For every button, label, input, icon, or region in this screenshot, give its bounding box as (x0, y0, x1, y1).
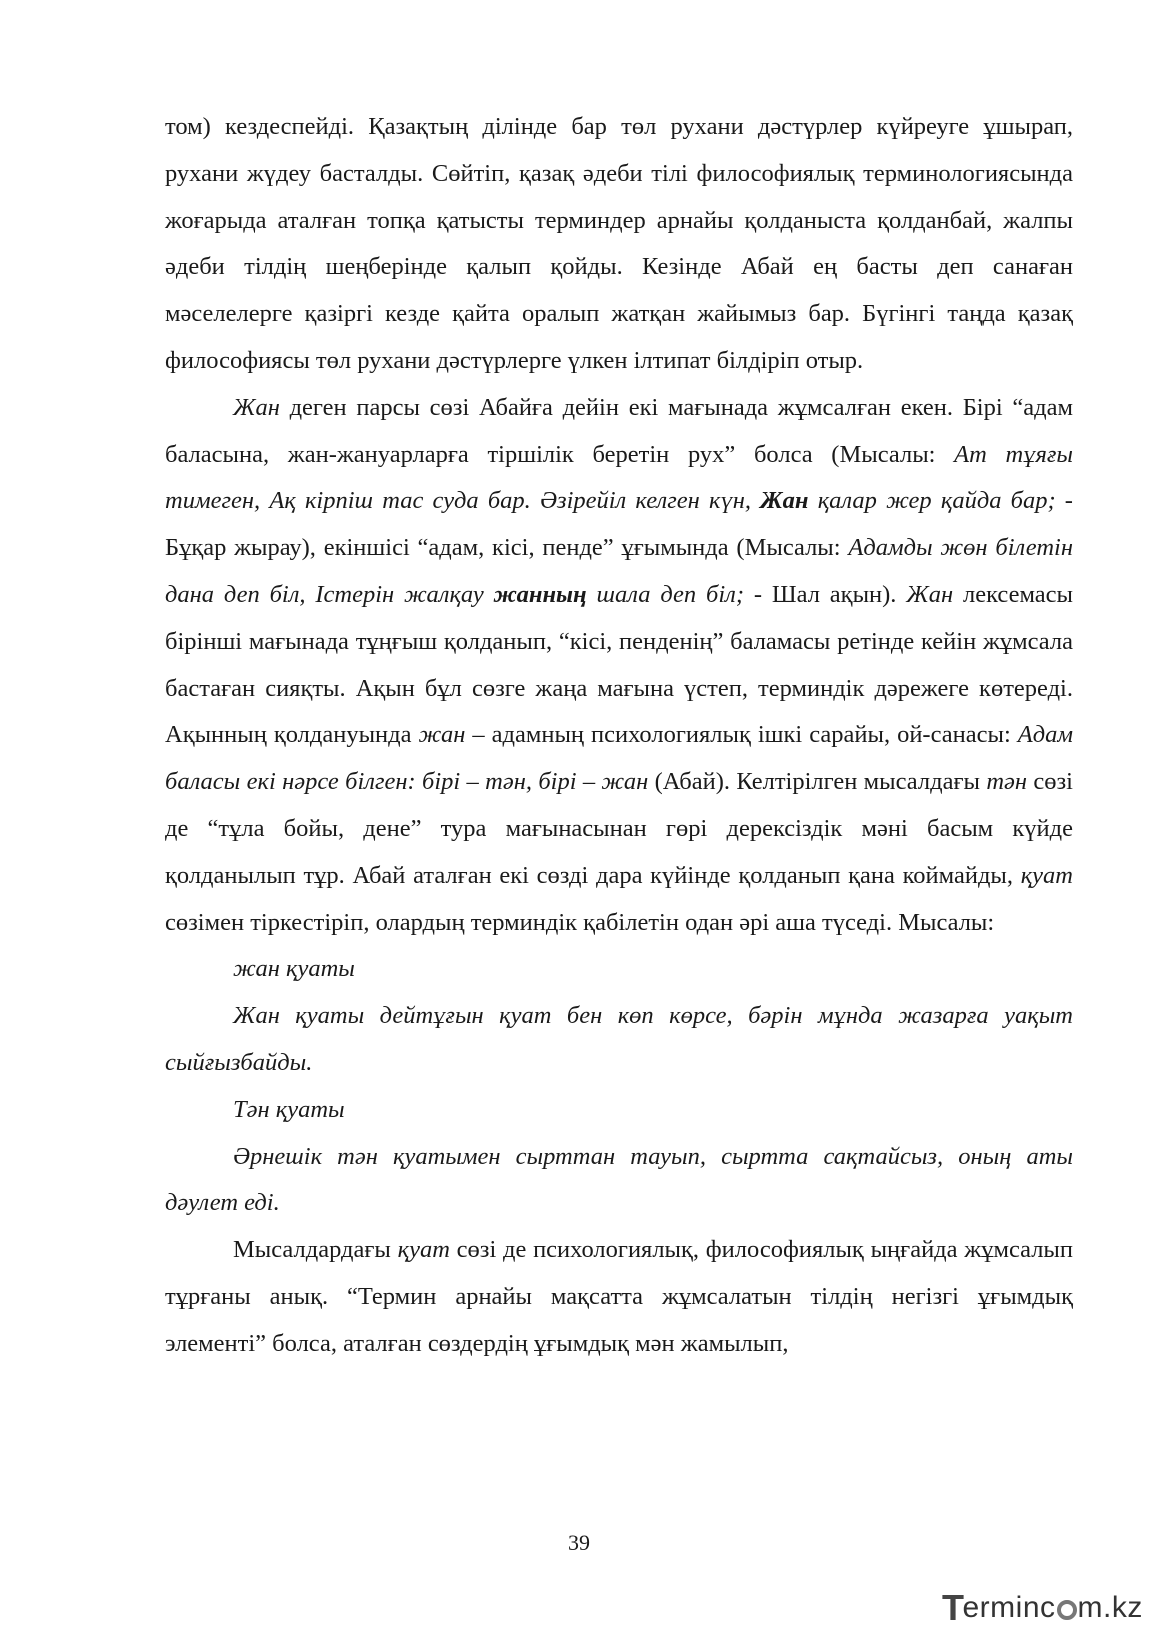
logo-text-3: m.kz (1077, 1591, 1143, 1624)
paragraph-2 (165, 385, 1073, 947)
logo-text-2: c (1040, 1591, 1056, 1624)
logo-text-1: ermin (962, 1591, 1041, 1624)
quote-shal-bold: жанның (493, 580, 587, 608)
logo-letter-t: T (942, 1587, 965, 1628)
paragraph-3 (165, 1227, 1073, 1367)
paragraph-2-text-2: - Бұқар жырау), екіншісі “адам, кісі, пенде” ұғымында (Мысалы: (165, 487, 1073, 562)
term-kuat: қуат (1020, 861, 1073, 889)
page-number: 39 (568, 1530, 590, 1555)
paragraph-2-text-6: (Абай). Келтірілген мысалдағы (648, 768, 987, 796)
quote-bukhar-end: қалар жер қайда бар; (808, 487, 1056, 515)
paragraph-2-text-5: – адамның психологиялық ішкі сарайы, ой-санасы: (465, 721, 1018, 749)
quote-abai: Адам баласы екі нәрсе білген: бірі – тән, бірі – жан (165, 721, 1074, 796)
paragraph-2-text-7: сөзі де “тұла бойы, дене” тура мағынасынан гөрі дерексіздік мәні басым күйде қолданылып тұр. Абай аталған екі сөзді дара күйінде қолданып қана коймайды, (165, 768, 1073, 889)
quote-shal-text: Адамды жөн білетін дана деп біл, Істерін жалқау (165, 534, 1073, 608)
example-1-text: Жан қуаты дейтұғын қуат бен көп көрсе, бәрін мұнда жазарға уақыт сыйғызбайды. (165, 1002, 1073, 1076)
termincom-logo (942, 1586, 1143, 1630)
paragraph-2-text-4: лексемасы бірінші мағынада тұңғыш қолданып, “кісі, пенденің” баламасы ретінде кейін жұмсала бастаған сияқты. Ақын бұл сөзге жаңа мағына үстеп, терминдік дәрежеге көтереді. Ақынның қолдануында (165, 580, 1074, 749)
term-kuat-2: қуат (397, 1236, 450, 1264)
logo-ring-icon (1057, 1600, 1077, 1620)
paragraph-1: том) кездеспейді. Қазақтың ділінде бар төл рухани дәстүрлер күйреуге ұшырап, рухани жүдеу басталды. Сөйтіп, қазақ әдеби тілі философиялық терминологиясында жоғарыда аталған топқа қатысты терминдер арнайы қолданыста қолданбай, жалпы әдеби тілдің шеңберінде қалып қойды. Кезінде Абай ең басты деп санаған мәселелерге қазіргі кезде қайта оралып жатқан жайымыз бар. Бүгінгі таңда қазақ философиясы төл рухани дәстүрлерге үлкен ілтипат білдіріп отыр. (165, 113, 1073, 374)
quote-shal-end: шала деп біл; (586, 580, 745, 608)
paragraph-3-text-2: сөзі де психологиялық, философиялық ыңғайда жұмсалып тұрғаны анық. “Термин арнайы мақсатта жұмсалатын тілдің негізгі ұғымдық элементі” болса, аталған сөздердің ұғымдық мән жамылып, (165, 1236, 1074, 1357)
page-body (165, 104, 1073, 1368)
example-1-heading: жан қуаты (233, 955, 355, 983)
paragraph-2-text-8: сөзімен тіркестіріп, олардың терминдік қабілетін одан әрі аша түседі. Мысалы: (165, 908, 995, 936)
paragraph-3-text: Мысалдардағы (233, 1236, 398, 1264)
example-2-heading: Тән қуаты (233, 1095, 345, 1123)
term-jan-3: жан (418, 721, 466, 749)
paragraph-2-text-3: - Шал ақын). (744, 580, 907, 608)
term-jan: Жан (233, 393, 280, 421)
term-jan-2: Жан (906, 580, 954, 608)
quote-bukhar-text: Ат тұяғы тимеген, Ақ кірпіш тас суда бар. Әзірейіл келген күн, (165, 440, 1073, 515)
quote-bukhar-bold: Жан (760, 487, 809, 515)
example-2-text: Әрнешік тән қуатымен сырттан тауып, сыртта сақтайсыз, оның аты дәулет еді. (165, 1142, 1073, 1217)
paragraph-2-text: деген парсы сөзі Абайға дейін екі мағынада жұмсалған екен. Бірі “адам баласына, жан-жануарларға тіршілік беретін рух” болса (Мысалы: (165, 393, 1073, 468)
term-ten: тән (986, 768, 1028, 796)
